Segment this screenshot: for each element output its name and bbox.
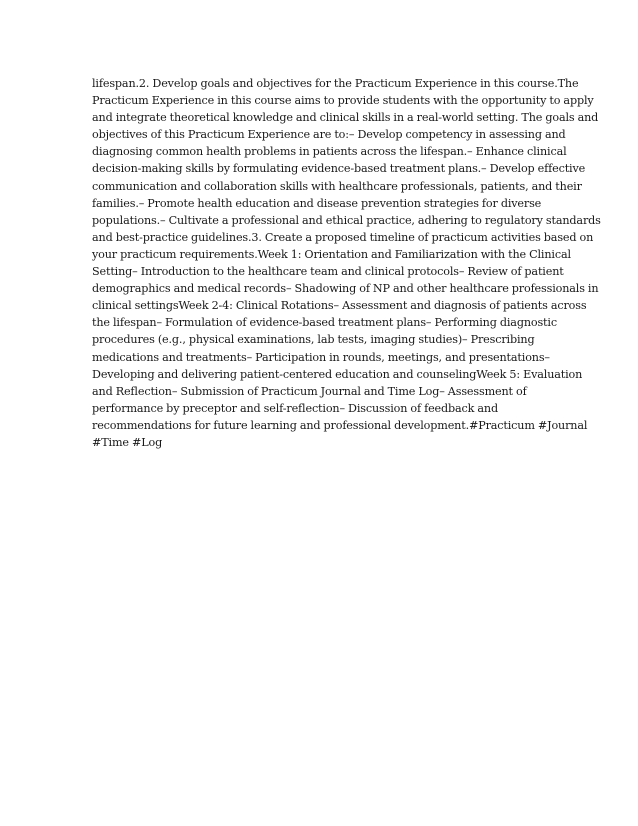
text-line: procedures (e.g., physical examinations, lab tests, imaging studies)– Prescribing <box>92 333 535 347</box>
text-line: diagnosing common health problems in patients across the lifespan.– Enhance clinical <box>92 145 567 159</box>
text-line: performance by preceptor and self-reflection– Discussion of feedback and <box>92 401 498 415</box>
text-line: and integrate theoretical knowledge and clinical skills in a real-world setting. The goals and <box>92 111 599 125</box>
text-line: recommendations for future learning and professional development.#Practicum #Journal <box>92 418 588 432</box>
text-line: the lifespan– Formulation of evidence-based treatment plans– Performing diagnostic <box>92 316 557 330</box>
text-line: lifespan.2. Develop goals and objectives for the Practicum Experience in this course.The <box>92 77 579 90</box>
text-line: families.– Promote health education and disease prevention strategies for diverse <box>92 196 542 210</box>
text-line: Setting– Introduction to the healthcare team and clinical protocols– Review of patient <box>92 265 564 279</box>
text-line: communication and collaboration skills with healthcare professionals, patients, and their <box>92 179 582 193</box>
text-line: populations.– Cultivate a professional and ethical practice, adhering to regulatory standards <box>92 213 601 227</box>
text-line: medications and treatments– Participation in rounds, meetings, and presentations– <box>92 350 550 364</box>
text-line: and best-practice guidelines.3. Create a proposed timeline of practicum activities based on <box>92 230 594 244</box>
text-line: Developing and delivering patient-centered education and counselingWeek 5: Evaluation <box>92 367 583 381</box>
text-line: decision-making skills by formulating evidence-based treatment plans.– Develop effective <box>92 162 586 176</box>
text-line: demographics and medical records– Shadowing of NP and other healthcare professionals in <box>92 282 599 296</box>
text-line: and Reflection– Submission of Practicum Journal and Time Log– Assessment of <box>92 384 527 398</box>
text-line: clinical settingsWeek 2-4: Clinical Rotations– Assessment and diagnosis of patients across <box>92 299 587 313</box>
text-line: your practicum requirements.Week 1: Orientation and Familiarization with the Clinical <box>92 247 571 261</box>
text-line: objectives of this Practicum Experience are to:– Develop competency in assessing and <box>92 128 566 142</box>
text-line: Practicum Experience in this course aims to provide students with the opportunity to apply <box>92 94 594 108</box>
text-line: #Time #Log <box>92 435 163 449</box>
document-body-text <box>92 75 601 451</box>
